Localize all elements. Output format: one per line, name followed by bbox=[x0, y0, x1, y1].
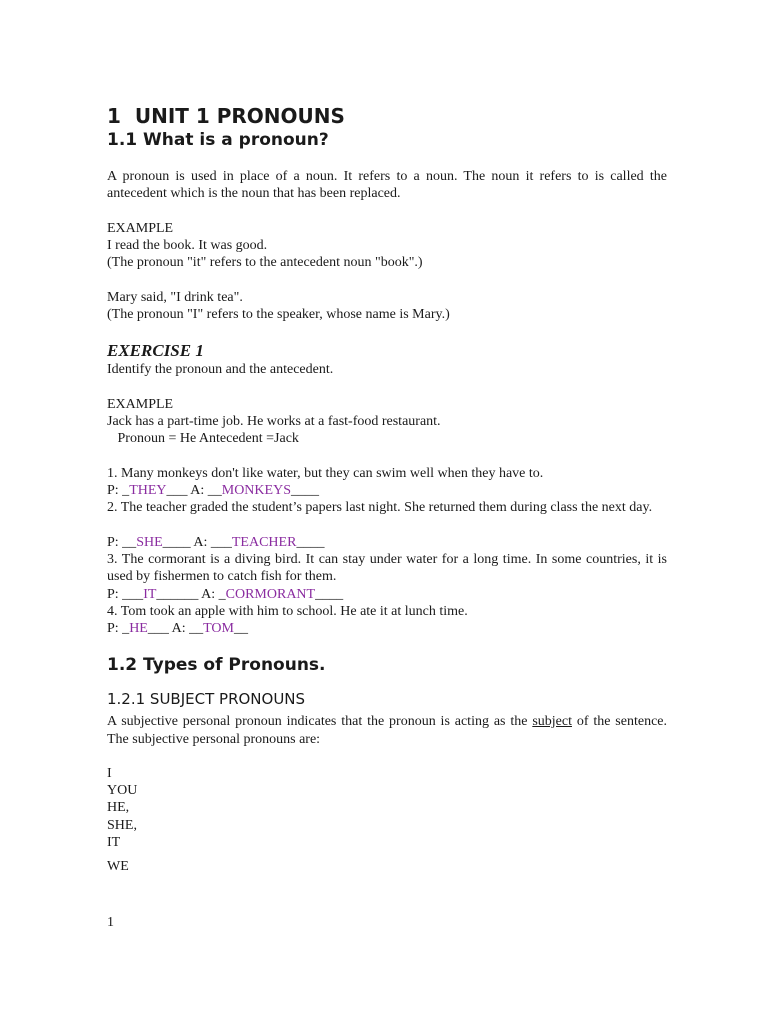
exercise-question-4: 4. Tom took an apple with him to school. He ate it at lunch time. bbox=[107, 604, 468, 619]
exercise-answer-line-1: P: _THEY___ A: __MONKEYS____ bbox=[107, 483, 319, 498]
exercise-answer-line-4: P: _HE___ A: __TOM__ bbox=[107, 621, 248, 636]
page-number: 1 bbox=[107, 915, 114, 930]
example-1-explanation: (The pronoun "it" refers to the antecedent noun "book".) bbox=[107, 255, 423, 270]
example-2-sentence: Mary said, "I drink tea". bbox=[107, 290, 243, 305]
pronoun-list-item: SHE, bbox=[107, 818, 137, 833]
exercise-example-sentence: Jack has a part-time job. He works at a fast-food restaurant. bbox=[107, 414, 441, 429]
exercise-answer-line-2: P: __SHE____ A: ___TEACHER____ bbox=[107, 535, 325, 550]
pronoun-answer: THEY bbox=[129, 483, 167, 498]
example-2-explanation: (The pronoun "I" refers to the speaker, whose name is Mary.) bbox=[107, 307, 450, 322]
intro-paragraph: A pronoun is used in place of a noun. It refers to a noun. The noun it refers to is called the antecedent which is the noun that has been replaced. bbox=[107, 169, 667, 201]
subject-link[interactable]: subject bbox=[532, 714, 572, 729]
exercise-question-3: 3. The cormorant is a diving bird. It can stay under water for a long time. In some countries, it is used by fishermen to catch fish for them. bbox=[107, 552, 667, 584]
pronoun-list-item: YOU bbox=[107, 783, 138, 798]
subject-pronouns-paragraph: A subjective personal pronoun indicates that the pronoun is acting as the subject of the sentence. The subjective personal pronouns are: bbox=[107, 714, 667, 747]
exercise-question-1: 1. Many monkeys don't like water, but they can swim well when they have to. bbox=[107, 466, 544, 481]
pronoun-answer: HE bbox=[129, 621, 148, 636]
pronoun-answer: SHE bbox=[136, 535, 163, 550]
pronoun-answer: IT bbox=[143, 587, 157, 602]
antecedent-answer: TOM bbox=[203, 621, 234, 636]
antecedent-answer: TEACHER bbox=[231, 535, 297, 550]
pronoun-list-item: I bbox=[107, 766, 112, 781]
section-1-1-heading: 1.1 What is a pronoun? bbox=[107, 130, 329, 150]
exercise-example-answer: Pronoun = He Antecedent =Jack bbox=[107, 431, 299, 446]
exercise-title: EXERCISE 1 bbox=[107, 341, 204, 360]
antecedent-answer: CORMORANT bbox=[225, 587, 316, 602]
pronoun-list-item: IT bbox=[107, 835, 121, 850]
pronoun-list-item: WE bbox=[107, 859, 129, 874]
exercise-question-2: 2. The teacher graded the student’s papers last night. She returned them during class the next day. bbox=[107, 500, 653, 515]
subject-pronouns-heading: 1.2.1 SUBJECT PRONOUNS bbox=[107, 690, 306, 708]
exercise-instruction: Identify the pronoun and the antecedent. bbox=[107, 362, 334, 377]
section-1-2-heading: 1.2 Types of Pronouns. bbox=[107, 655, 326, 675]
antecedent-answer: MONKEYS bbox=[221, 483, 291, 498]
pronoun-list-item: HE, bbox=[107, 800, 130, 815]
example-1-sentence: I read the book. It was good. bbox=[107, 238, 268, 253]
unit-heading: 1 UNIT 1 PRONOUNS bbox=[107, 104, 345, 128]
example-label: EXAMPLE bbox=[107, 221, 174, 236]
exercise-answer-line-3: P: ___IT______ A: _CORMORANT____ bbox=[107, 587, 344, 602]
exercise-example-label: EXAMPLE bbox=[107, 397, 174, 412]
